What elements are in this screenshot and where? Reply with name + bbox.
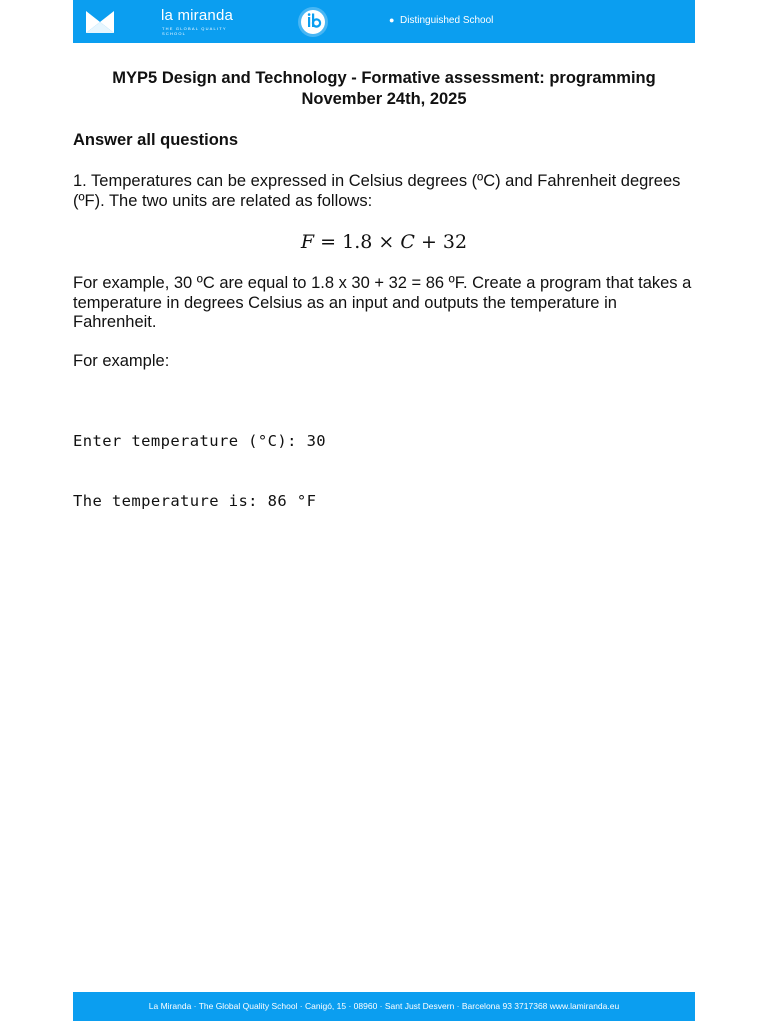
brand-tagline: THE GLOBAL QUALITY SCHOOL [162,26,227,36]
question-1-intro: 1. Temperatures can be expressed in Celsius degrees (ºC) and Fahrenheit degrees (ºF). The two units are related as follows: [73,172,681,210]
formula-constant: 32 [442,231,468,253]
page-title [73,68,695,110]
formula-equals: = [320,231,337,253]
brand-name: la miranda [161,7,234,24]
footer-bar: La Miranda · The Global Quality School · Canigó, 15 · 08960 · Sant Just Desvern · Barcelona 93 3717368 www.lamiranda.eu [73,992,695,1021]
formula-lhs: F [300,231,315,253]
formula-var: C [400,231,415,253]
instructions-heading: Answer all questions [73,131,239,149]
apple-icon: ● [389,15,395,25]
formula-coefficient: 1.8 [342,231,373,253]
question-1-task: For example, 30 ºC are equal to 1.8 x 30 + 32 = 86 ºF. Create a program that takes a temperature in degrees Celsius as an input and outputs the temperature in Fahrenheit. [73,274,692,331]
conversion-formula [73,230,695,254]
ib-logo-icon [297,6,329,38]
title-line-2: November 24th, 2025 [301,90,467,108]
example-code-block [73,391,326,531]
distinguished-school-label: ● Distinguished School [389,15,494,26]
header-bar [73,0,695,43]
formula-times: × [378,231,395,253]
example-label: For example: [73,352,170,370]
formula-plus: + [420,231,437,253]
title-line-1: MYP5 Design and Technology - Formative assessment: programming [112,69,656,87]
code-line-1: Enter temperature (°C): 30 [73,432,327,450]
la-miranda-logo-icon [86,11,114,33]
code-line-2: The temperature is: 86 °F [73,492,317,510]
